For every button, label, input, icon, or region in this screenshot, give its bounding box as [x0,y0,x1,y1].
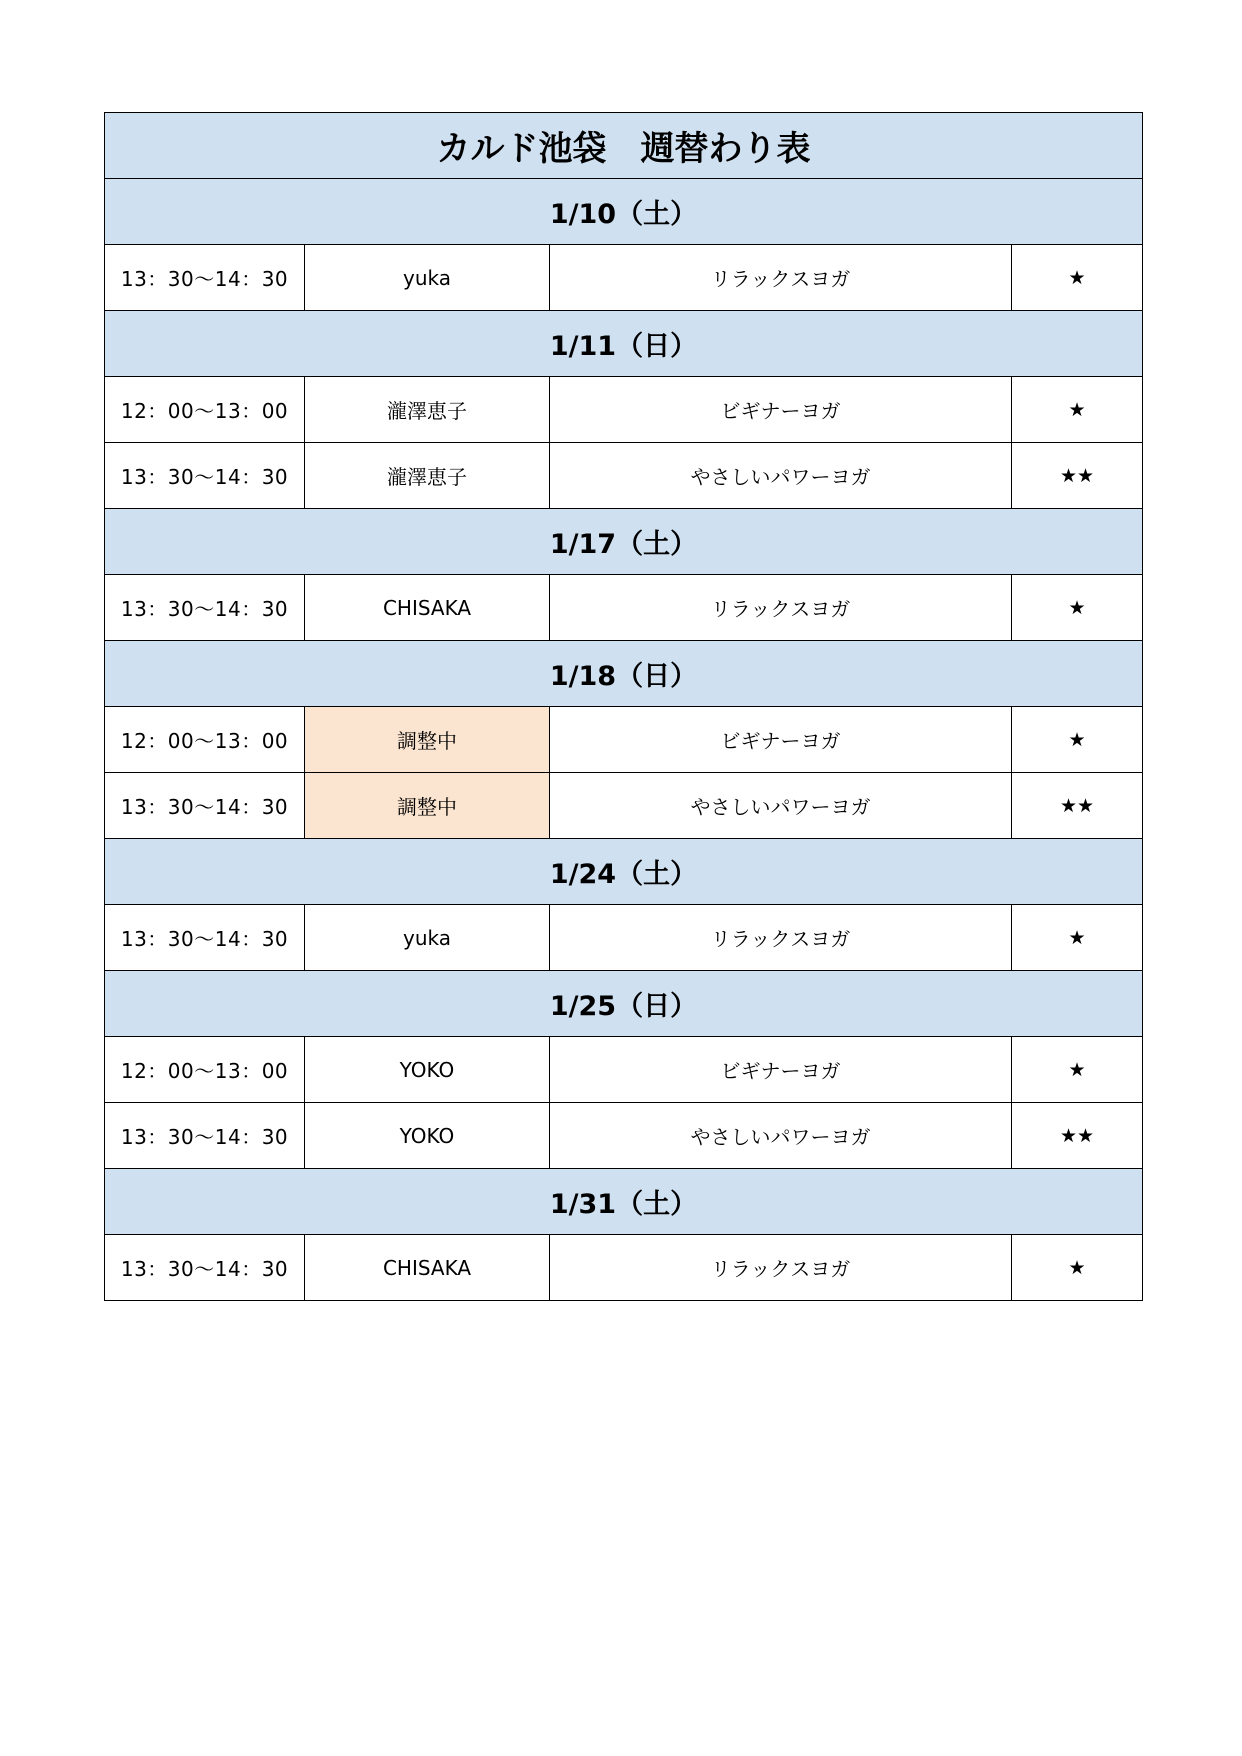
date-header-row [105,839,1143,905]
date-header: 1/24（土） [105,839,1143,905]
date-header: 1/25（日） [105,971,1143,1037]
table-row [105,443,1143,509]
time-cell: 12：00～13：00 [105,377,305,443]
class-name-cell: ビギナーヨガ [550,707,1012,773]
instructor-cell: yuka [305,245,550,311]
instructor-cell: yuka [305,905,550,971]
level-cell: ★ [1012,905,1143,971]
class-name-cell: リラックスヨガ [550,575,1012,641]
table-row [105,1235,1143,1301]
instructor-cell: CHISAKA [305,1235,550,1301]
date-header-row [105,971,1143,1037]
time-cell: 13：30～14：30 [105,245,305,311]
date-header-row [105,1169,1143,1235]
level-cell: ★★ [1012,443,1143,509]
instructor-cell: 瀧澤恵子 [305,443,550,509]
class-name-cell: リラックスヨガ [550,1235,1012,1301]
class-name-cell: リラックスヨガ [550,245,1012,311]
table-row [105,1037,1143,1103]
table-row [105,773,1143,839]
date-header-row [105,179,1143,245]
date-header: 1/18（日） [105,641,1143,707]
date-header-row [105,509,1143,575]
class-name-cell: リラックスヨガ [550,905,1012,971]
date-header-row [105,641,1143,707]
title-row [105,113,1143,179]
instructor-cell: CHISAKA [305,575,550,641]
schedule-body [105,113,1143,1301]
instructor-cell: 瀧澤恵子 [305,377,550,443]
table-row [105,245,1143,311]
level-cell: ★ [1012,377,1143,443]
table-row [105,377,1143,443]
time-cell: 13：30～14：30 [105,905,305,971]
table-row [105,575,1143,641]
class-name-cell: やさしいパワーヨガ [550,773,1012,839]
table-row [105,905,1143,971]
table-row [105,1103,1143,1169]
level-cell: ★ [1012,1235,1143,1301]
date-header: 1/11（日） [105,311,1143,377]
time-cell: 13：30～14：30 [105,1235,305,1301]
level-cell: ★★ [1012,773,1143,839]
time-cell: 12：00～13：00 [105,707,305,773]
instructor-cell: YOKO [305,1103,550,1169]
time-cell: 12：00～13：00 [105,1037,305,1103]
class-name-cell: やさしいパワーヨガ [550,443,1012,509]
level-cell: ★★ [1012,1103,1143,1169]
level-cell: ★ [1012,707,1143,773]
time-cell: 13：30～14：30 [105,575,305,641]
schedule-table [104,112,1143,1301]
time-cell: 13：30～14：30 [105,443,305,509]
level-cell: ★ [1012,245,1143,311]
class-name-cell: ビギナーヨガ [550,377,1012,443]
table-row [105,707,1143,773]
date-header: 1/31（土） [105,1169,1143,1235]
time-cell: 13：30～14：30 [105,1103,305,1169]
date-header: 1/10（土） [105,179,1143,245]
class-name-cell: ビギナーヨガ [550,1037,1012,1103]
instructor-cell: 調整中 [305,773,550,839]
date-header: 1/17（土） [105,509,1143,575]
level-cell: ★ [1012,1037,1143,1103]
instructor-cell: YOKO [305,1037,550,1103]
class-name-cell: やさしいパワーヨガ [550,1103,1012,1169]
date-header-row [105,311,1143,377]
level-cell: ★ [1012,575,1143,641]
instructor-cell: 調整中 [305,707,550,773]
time-cell: 13：30～14：30 [105,773,305,839]
page-title: カルド池袋 週替わり表 [105,113,1143,179]
